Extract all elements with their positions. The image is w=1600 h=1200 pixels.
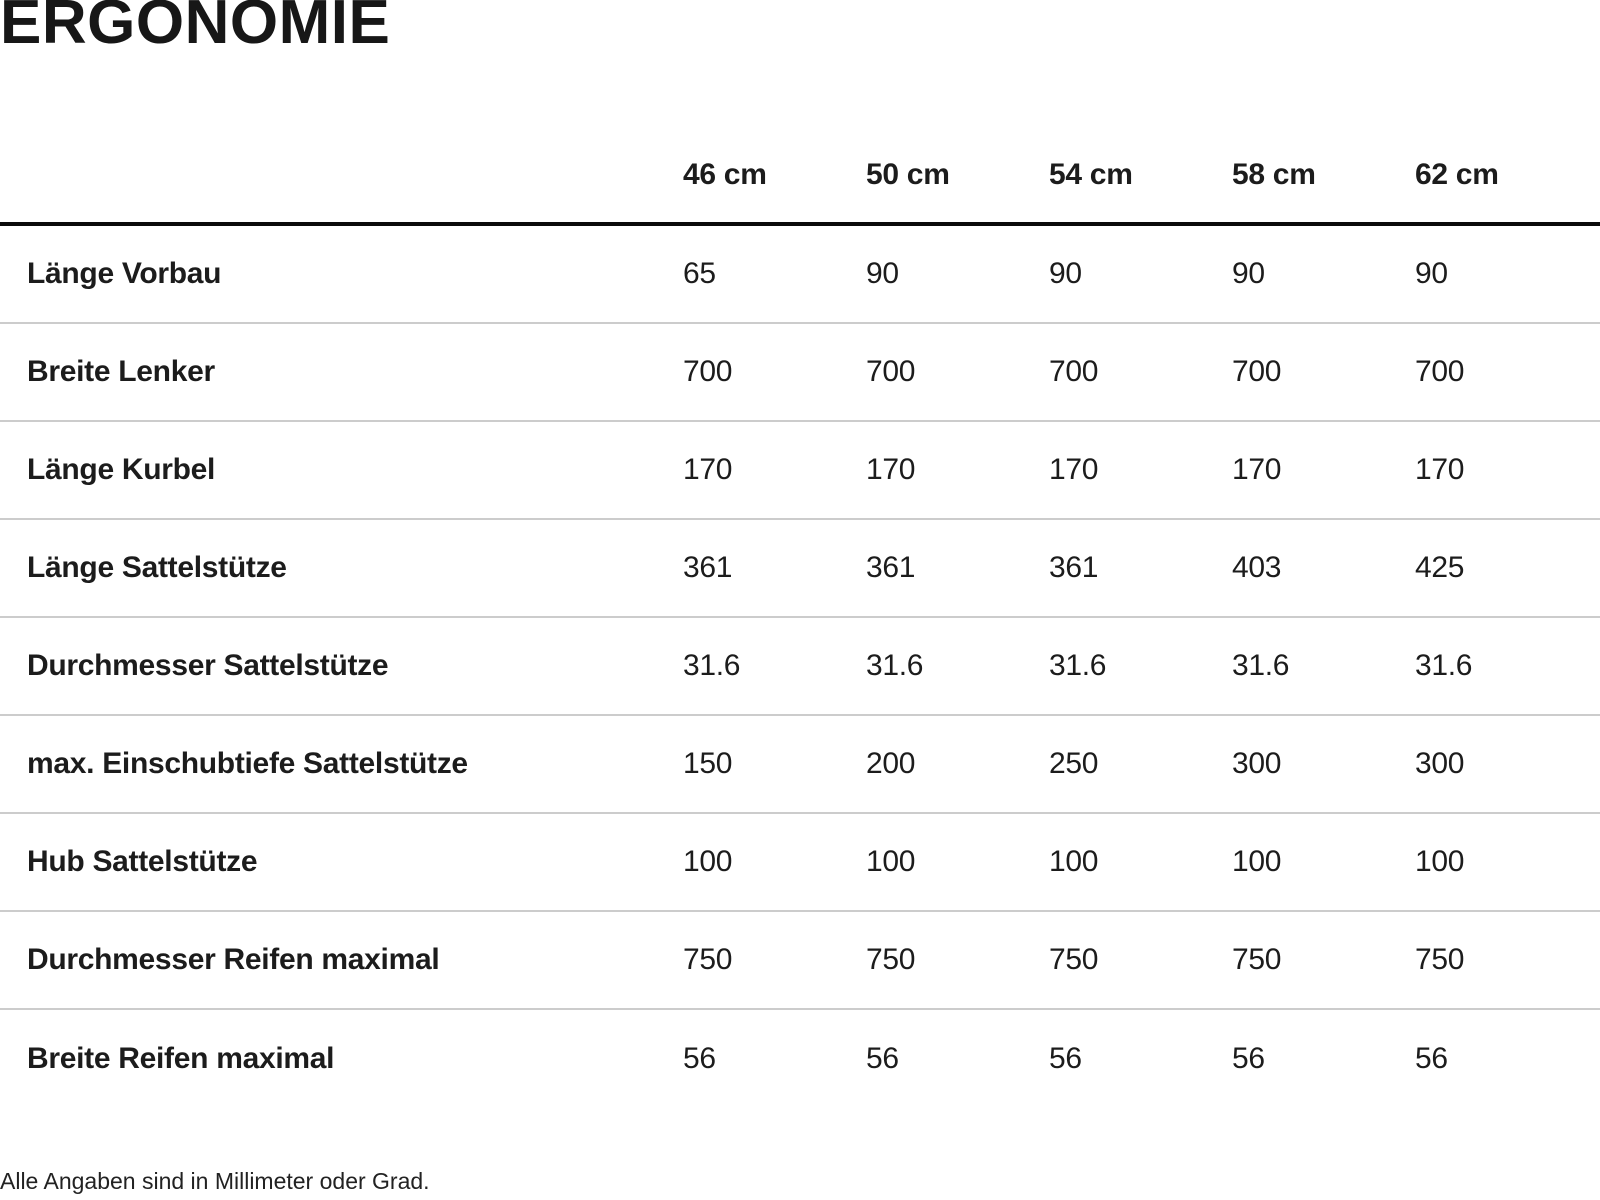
table-row (0, 422, 1600, 520)
cell-value: 90 (1415, 257, 1448, 290)
table-row (0, 520, 1600, 618)
row-label: Durchmesser Reifen maximal (27, 943, 440, 976)
cell-value: 100 (1415, 845, 1465, 878)
cell-value: 300 (1232, 747, 1282, 780)
cell-value: 90 (1232, 257, 1265, 290)
cell-value: 700 (1232, 355, 1282, 388)
row-label: Länge Vorbau (27, 257, 222, 290)
cell-value: 170 (1049, 453, 1099, 486)
cell-value: 750 (1415, 943, 1465, 976)
ergonomics-table (0, 128, 1600, 1108)
cell-value: 100 (1049, 845, 1099, 878)
cell-value: 56 (683, 1042, 716, 1075)
column-header-62cm: 62 cm (1415, 158, 1499, 191)
cell-value: 100 (683, 845, 733, 878)
table-header-row (0, 128, 1600, 226)
cell-value: 200 (866, 747, 916, 780)
table-row (0, 226, 1600, 324)
cell-value: 361 (1049, 551, 1099, 584)
cell-value: 56 (1415, 1042, 1448, 1075)
table-row (0, 814, 1600, 912)
cell-value: 31.6 (866, 649, 924, 682)
column-header-50cm: 50 cm (866, 158, 950, 191)
cell-value: 700 (683, 355, 733, 388)
row-label: max. Einschubtiefe Sattelstütze (27, 747, 468, 780)
cell-value: 150 (683, 747, 733, 780)
column-header-54cm: 54 cm (1049, 158, 1133, 191)
cell-value: 56 (1049, 1042, 1082, 1075)
cell-value: 700 (866, 355, 916, 388)
table-row (0, 324, 1600, 422)
row-label: Breite Lenker (27, 355, 215, 388)
row-label: Länge Sattelstütze (27, 551, 287, 584)
cell-value: 700 (1049, 355, 1099, 388)
cell-value: 170 (683, 453, 733, 486)
cell-value: 100 (1232, 845, 1282, 878)
cell-value: 361 (683, 551, 733, 584)
row-label: Breite Reifen maximal (27, 1042, 335, 1075)
cell-value: 65 (683, 257, 716, 290)
table-row (0, 618, 1600, 716)
row-label: Länge Kurbel (27, 453, 216, 486)
cell-value: 250 (1049, 747, 1099, 780)
cell-value: 90 (866, 257, 899, 290)
cell-value: 300 (1415, 747, 1465, 780)
cell-value: 750 (1049, 943, 1099, 976)
units-footnote: Alle Angaben sind in Millimeter oder Grad. (0, 1168, 430, 1194)
column-header-46cm: 46 cm (683, 158, 767, 191)
cell-value: 100 (866, 845, 916, 878)
cell-value: 700 (1415, 355, 1465, 388)
row-label: Hub Sattelstütze (27, 845, 258, 878)
cell-value: 31.6 (1415, 649, 1473, 682)
cell-value: 31.6 (1049, 649, 1107, 682)
cell-value: 90 (1049, 257, 1082, 290)
cell-value: 425 (1415, 551, 1465, 584)
cell-value: 750 (866, 943, 916, 976)
column-header-58cm: 58 cm (1232, 158, 1316, 191)
page-title: ERGONOMIE (0, 0, 391, 57)
cell-value: 170 (1232, 453, 1282, 486)
cell-value: 170 (1415, 453, 1465, 486)
row-label: Durchmesser Sattelstütze (27, 649, 389, 682)
cell-value: 750 (683, 943, 733, 976)
table-row (0, 912, 1600, 1010)
cell-value: 56 (866, 1042, 899, 1075)
cell-value: 31.6 (683, 649, 741, 682)
cell-value: 750 (1232, 943, 1282, 976)
table-row (0, 1010, 1600, 1108)
cell-value: 31.6 (1232, 649, 1290, 682)
cell-value: 56 (1232, 1042, 1265, 1075)
table-row (0, 716, 1600, 814)
cell-value: 403 (1232, 551, 1282, 584)
cell-value: 361 (866, 551, 916, 584)
cell-value: 170 (866, 453, 916, 486)
